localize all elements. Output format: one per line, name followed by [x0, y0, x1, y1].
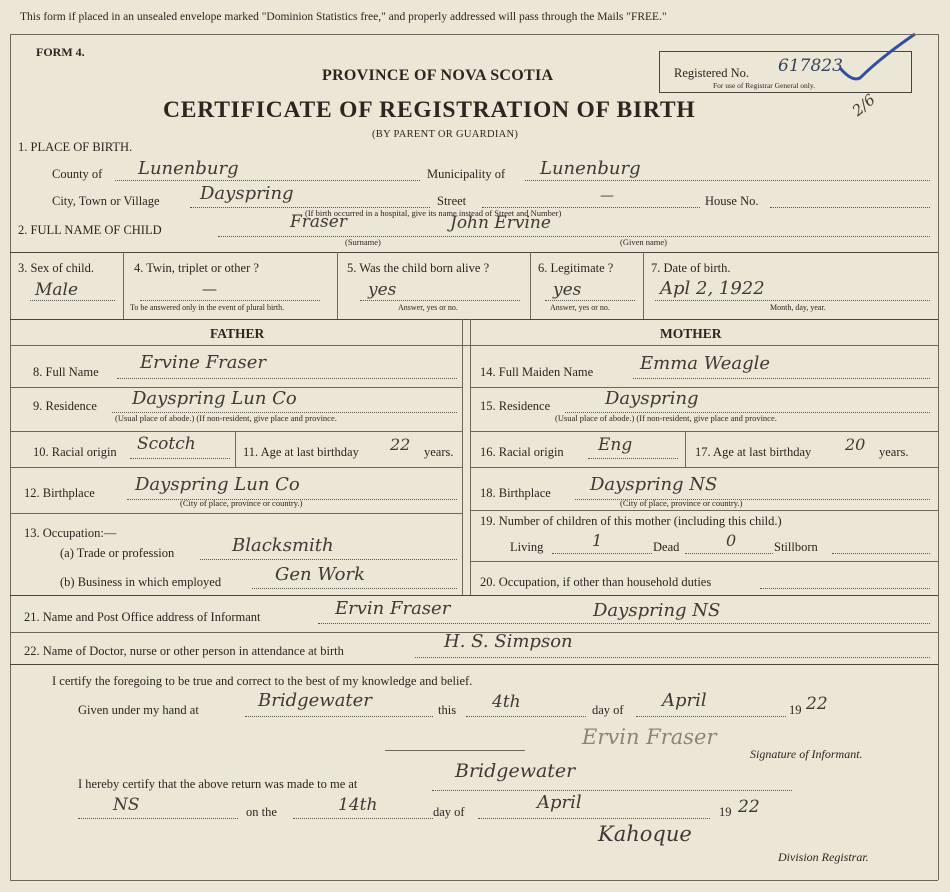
- mother-racial-value[interactable]: Eng: [598, 435, 633, 455]
- page-title: CERTIFICATE OF REGISTRATION OF BIRTH: [163, 97, 696, 123]
- county-line: [115, 180, 420, 181]
- mother-racial-line: [588, 458, 678, 459]
- legit-value[interactable]: yes: [553, 280, 582, 300]
- year-prefix: 19: [789, 703, 802, 717]
- father-row-line-2: [10, 431, 462, 432]
- business-label: (b) Business in which employed: [60, 575, 222, 589]
- mother-occupation-label: 20. Occupation, if other than household duties: [480, 575, 712, 589]
- return-day-value[interactable]: 14th: [338, 795, 378, 815]
- father-birthplace-value[interactable]: Dayspring Lun Co: [135, 474, 300, 495]
- mother-row-line-4: [470, 510, 938, 511]
- registrar-note: For use of Registrar General only.: [713, 81, 815, 90]
- business-value[interactable]: Gen Work: [275, 564, 365, 585]
- mother-row-line-2: [470, 431, 938, 432]
- top-divider: [10, 34, 938, 35]
- mother-occupation-line: [760, 588, 930, 589]
- doctor-bottom-line: [10, 664, 938, 665]
- signature-caption: Signature of Informant.: [750, 747, 863, 761]
- parents-heading-line: [10, 345, 938, 346]
- row3-divider-3: [530, 252, 531, 319]
- father-name-label: 8. Full Name: [33, 365, 99, 379]
- return-place-line: [432, 790, 792, 791]
- twin-label: 4. Twin, triplet or other ?: [134, 261, 259, 275]
- informant-signature: Ervin Fraser: [582, 725, 717, 749]
- living-value[interactable]: 1: [592, 531, 603, 550]
- given-day-line: [466, 716, 586, 717]
- house-label: House No.: [705, 194, 759, 208]
- mother-birthplace-note: (City of place, province or country.): [620, 498, 743, 508]
- mother-birthplace-value[interactable]: Dayspring NS: [590, 474, 718, 495]
- father-years: years.: [424, 445, 454, 459]
- right-border: [938, 34, 939, 880]
- mother-residence-label: 15. Residence: [480, 399, 551, 413]
- legit-note: Answer, yes or no.: [550, 303, 610, 312]
- house-line: [770, 207, 930, 208]
- return-year-value[interactable]: 22: [738, 797, 760, 817]
- father-name-value[interactable]: Ervine Fraser: [140, 352, 266, 373]
- mother-row-line-5: [470, 561, 938, 562]
- trade-value[interactable]: Blacksmith: [232, 535, 334, 556]
- on-the-label: on the: [246, 805, 277, 819]
- row3-divider-1: [123, 252, 124, 319]
- sex-value[interactable]: Male: [35, 280, 79, 300]
- mother-residence-value[interactable]: Dayspring: [605, 388, 699, 409]
- father-racial-value[interactable]: Scotch: [137, 434, 196, 454]
- return-month-value[interactable]: April: [537, 792, 582, 813]
- father-birthplace-label: 12. Birthplace: [24, 486, 95, 500]
- row3-divider-2: [337, 252, 338, 319]
- child-name-label: 2. FULL NAME OF CHILD: [18, 223, 162, 237]
- sex-line: [30, 300, 115, 301]
- father-residence-value[interactable]: Dayspring Lun Co: [132, 388, 297, 409]
- return-label: I hereby certify that the above return was made to me at: [78, 777, 358, 791]
- given-month-value[interactable]: April: [662, 690, 707, 711]
- mother-birthplace-label: 18. Birthplace: [480, 486, 551, 500]
- father-name-line: [117, 378, 457, 379]
- father-birthplace-note: (City of place, province or country.): [180, 498, 303, 508]
- municipality-label: Municipality of: [427, 167, 506, 181]
- day-of-label: day of: [592, 703, 624, 717]
- alive-line: [360, 300, 520, 301]
- registered-label: Registered No.: [674, 66, 749, 80]
- legit-label: 6. Legitimate ?: [538, 261, 614, 275]
- father-age-label: 11. Age at last birthday: [243, 445, 359, 459]
- date-line: [655, 300, 930, 301]
- given-day-value[interactable]: 4th: [492, 692, 521, 712]
- business-line: [252, 588, 457, 589]
- informant-address-value[interactable]: Dayspring NS: [593, 600, 721, 621]
- return-day-line: [293, 818, 433, 819]
- this-label: this: [438, 703, 457, 717]
- bottom-border: [10, 880, 938, 881]
- father-age-value[interactable]: 22: [390, 435, 411, 454]
- envelope-notice: This form if placed in an unsealed envelope marked "Dominion Statistics free," and properly addressed will pass through the Mails "FREE.": [20, 11, 667, 23]
- dead-label: Dead: [653, 540, 680, 554]
- left-border: [10, 34, 11, 880]
- return-day-of-label: day of: [433, 805, 465, 819]
- mother-heading: MOTHER: [660, 326, 722, 341]
- twin-note: To be answered only in the event of plural birth.: [130, 303, 285, 312]
- dead-value[interactable]: 0: [726, 531, 737, 550]
- alive-label: 5. Was the child born alive ?: [347, 261, 490, 275]
- municipality-value[interactable]: Lunenburg: [540, 158, 641, 179]
- father-racial-divider: [235, 431, 236, 467]
- informant-line: [318, 623, 930, 624]
- legit-line: [545, 300, 635, 301]
- city-value[interactable]: Dayspring: [200, 183, 294, 204]
- twin-line: [140, 300, 320, 301]
- mother-residence-note: (Usual place of abode.) (If non-resident, give place and province.: [555, 413, 777, 423]
- county-label: County of: [52, 167, 103, 181]
- father-racial-line: [130, 458, 230, 459]
- city-label: City, Town or Village: [52, 194, 160, 208]
- father-racial-label: 10. Racial origin: [33, 445, 117, 459]
- living-line: [552, 553, 652, 554]
- given-year-value[interactable]: 22: [806, 694, 828, 714]
- blue-check-mark: [820, 28, 930, 138]
- informant-label: 21. Name and Post Office address of Informant: [24, 610, 261, 624]
- mother-maiden-value[interactable]: Emma Weagle: [640, 353, 771, 374]
- mother-racial-divider: [685, 431, 686, 467]
- father-residence-note: (Usual place of abode.) (If non-resident, give place and province.: [115, 413, 337, 423]
- father-row-line-3: [10, 467, 462, 468]
- return-province-value[interactable]: NS: [113, 795, 140, 815]
- mother-maiden-label: 14. Full Maiden Name: [480, 365, 594, 379]
- sex-label: 3. Sex of child.: [18, 261, 95, 275]
- given-place-value[interactable]: Bridgewater: [258, 690, 372, 711]
- row3-bottom-line: [10, 319, 938, 320]
- informant-top-line: [10, 595, 938, 596]
- mother-row-line-3: [470, 467, 938, 468]
- registered-number: 617823: [778, 56, 843, 76]
- trade-line: [200, 559, 457, 560]
- date-note: Month, day, year.: [770, 303, 826, 312]
- father-residence-label: 9. Residence: [33, 399, 97, 413]
- registrar-caption: Division Registrar.: [778, 850, 869, 864]
- county-value[interactable]: Lunenburg: [138, 158, 239, 179]
- trade-label: (a) Trade or profession: [60, 546, 175, 560]
- mother-racial-label: 16. Racial origin: [480, 445, 564, 459]
- return-place-value[interactable]: Bridgewater: [455, 760, 576, 782]
- page-subtitle: (BY PARENT OR GUARDIAN): [372, 129, 519, 140]
- doctor-value[interactable]: H. S. Simpson: [444, 631, 573, 652]
- children-label: 19. Number of children of this mother (including this child.): [480, 514, 782, 528]
- hospital-note: (If birth occurred in a hospital, give its name instead of Street and Number): [305, 208, 562, 218]
- alive-note: Answer, yes or no.: [398, 303, 458, 312]
- row3-top-line: [10, 252, 938, 253]
- form-number: FORM 4.: [36, 45, 85, 59]
- province-heading: PROVINCE OF NOVA SCOTIA: [322, 67, 554, 84]
- twin-value[interactable]: —: [202, 280, 217, 298]
- date-label: 7. Date of birth.: [651, 261, 731, 275]
- alive-value[interactable]: yes: [368, 280, 397, 300]
- stillborn-line: [832, 553, 930, 554]
- given-place-line: [245, 716, 433, 717]
- father-heading: FATHER: [210, 326, 265, 341]
- doctor-line: [415, 657, 930, 658]
- mother-age-label: 17. Age at last birthday: [695, 445, 812, 459]
- given-label: Given under my hand at: [78, 703, 199, 717]
- child-name-line: [218, 236, 930, 237]
- surname-caption: (Surname): [345, 237, 381, 247]
- place-heading: 1. PLACE OF BIRTH.: [18, 140, 133, 154]
- return-month-line: [478, 818, 710, 819]
- parents-divider: [462, 319, 463, 595]
- margin-mark: 2/6: [848, 90, 879, 120]
- municipality-line: [525, 180, 930, 181]
- mother-row-line-1: [470, 387, 938, 388]
- mother-maiden-line: [633, 378, 930, 379]
- doctor-label: 22. Name of Doctor, nurse or other person in attendance at birth: [24, 644, 344, 658]
- return-year-prefix: 19: [719, 805, 732, 819]
- registrar-signature: Kahoque: [598, 822, 692, 846]
- occupation-heading: 13. Occupation:—: [24, 526, 117, 540]
- given-caption: (Given name): [620, 237, 667, 247]
- child-given-value[interactable]: John Ervine: [450, 213, 551, 233]
- street-label: Street: [437, 194, 467, 208]
- date-value[interactable]: Apl 2, 1922: [660, 278, 765, 299]
- stillborn-label: Stillborn: [774, 540, 818, 554]
- row3-divider-4: [643, 252, 644, 319]
- father-row-line-4: [10, 513, 462, 514]
- dead-line: [685, 553, 773, 554]
- mother-age-value[interactable]: 20: [845, 435, 866, 454]
- child-surname-value[interactable]: Fraser: [290, 212, 347, 232]
- living-label: Living: [510, 540, 544, 554]
- given-month-line: [636, 716, 786, 717]
- informant-name-value[interactable]: Ervin Fraser: [335, 598, 451, 619]
- parents-divider-2: [470, 319, 471, 595]
- return-province-line: [78, 818, 238, 819]
- certify-statement: I certify the foregoing to be true and correct to the best of my knowledge and belief.: [52, 674, 473, 688]
- street-value[interactable]: —: [600, 188, 614, 204]
- blank-signature-rule: [385, 750, 525, 751]
- mother-years: years.: [879, 445, 909, 459]
